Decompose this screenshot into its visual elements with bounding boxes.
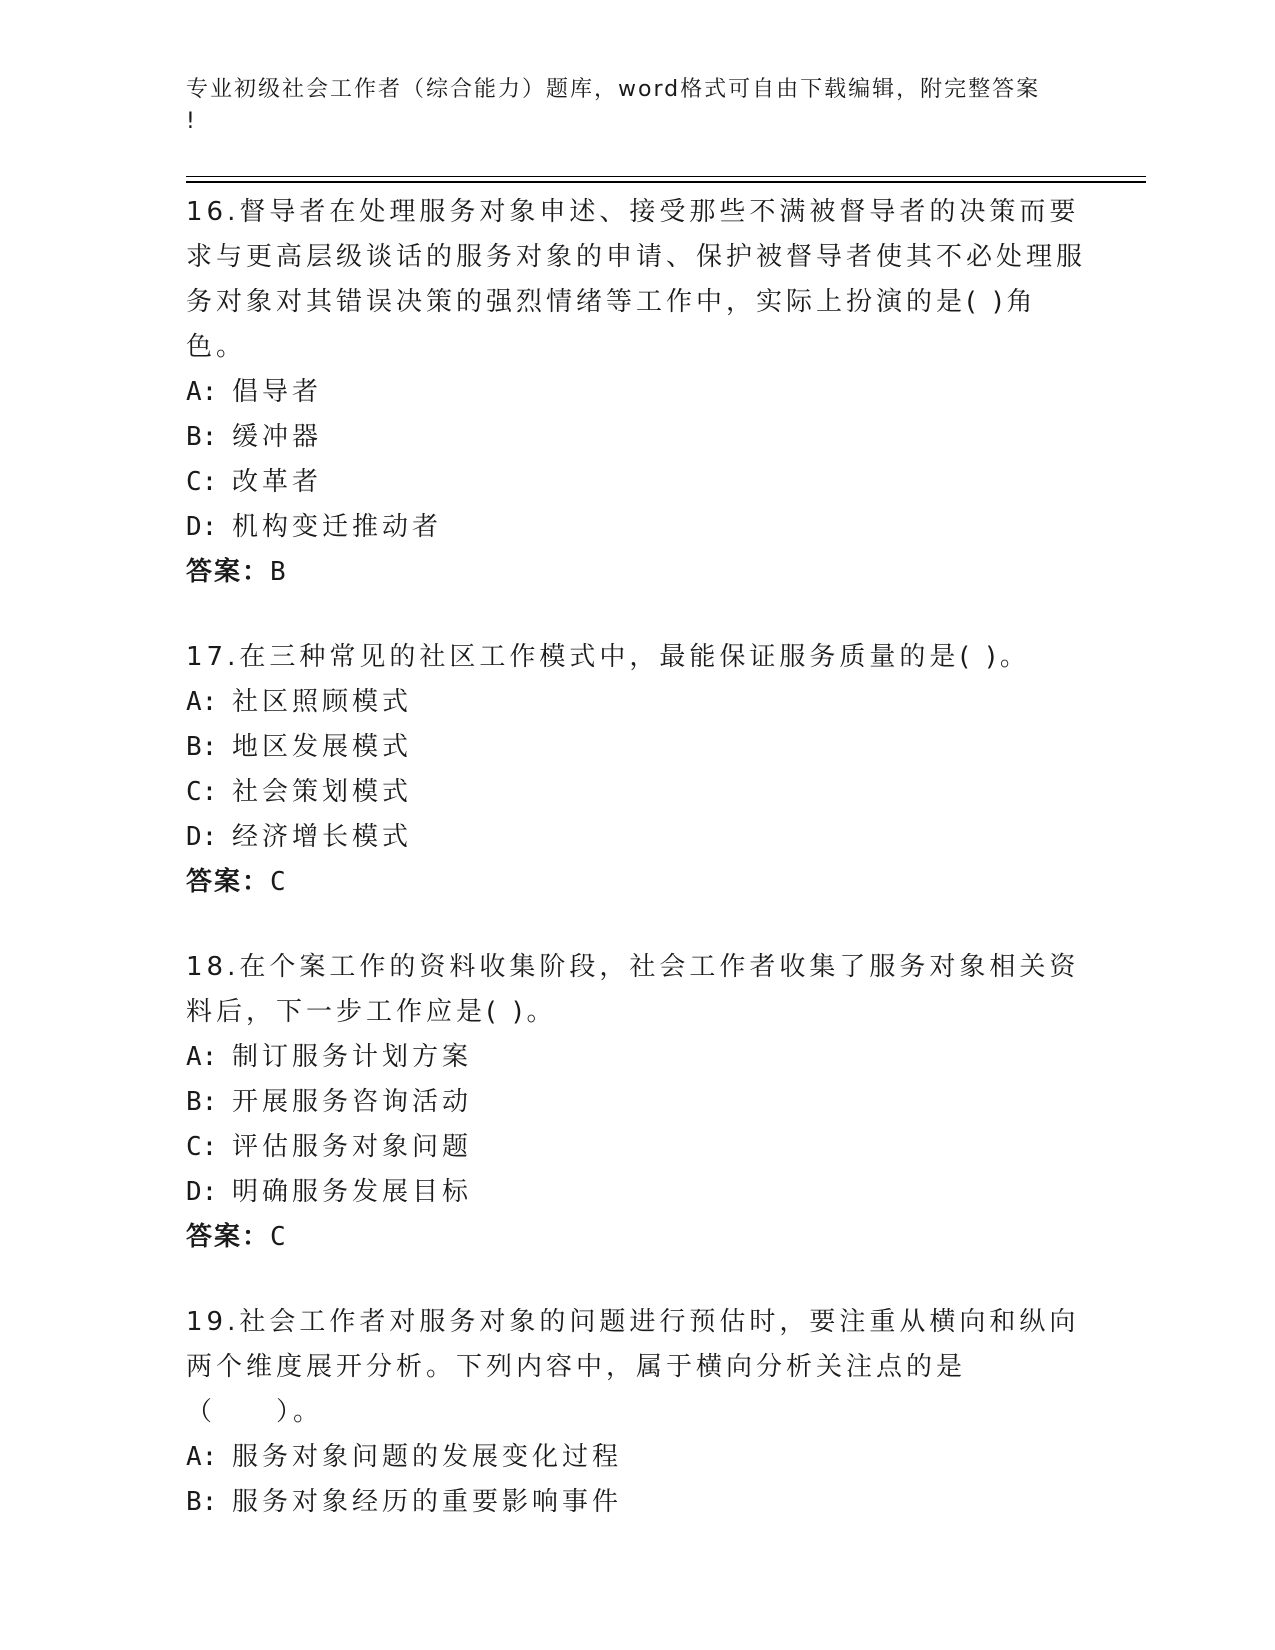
header-rule-thin	[186, 176, 1146, 177]
option-text: 制订服务计划方案	[232, 1042, 473, 1072]
question-16	[186, 190, 1086, 595]
option-key: B:	[186, 732, 218, 762]
option-b	[186, 415, 1086, 460]
option-a	[186, 1435, 1086, 1480]
option-key: D:	[186, 822, 218, 852]
answer-value: C	[270, 867, 288, 897]
option-d	[186, 505, 1086, 550]
option-c	[186, 770, 1086, 815]
document-header	[186, 74, 1066, 138]
option-text: 缓冲器	[232, 422, 323, 452]
answer-label: 答案：	[186, 1222, 271, 1252]
option-c	[186, 460, 1086, 505]
option-key: A:	[186, 1442, 218, 1472]
question-19	[186, 1300, 1086, 1525]
option-text: 经济增长模式	[232, 822, 413, 852]
option-a	[186, 1035, 1086, 1080]
option-b	[186, 1480, 1086, 1525]
option-text: 开展服务咨询活动	[232, 1087, 473, 1117]
option-text: 倡导者	[232, 377, 323, 407]
question-stem: 16.督导者在处理服务对象申述、接受那些不满被督导者的决策而要求与更高层级谈话的服务对象的申请、保护被督导者使其不必处理服务对象对其错误决策的强烈情绪等工作中，实际上扮演的是( )角色。	[186, 197, 1087, 362]
answer-label: 答案：	[186, 867, 271, 897]
option-text: 服务对象问题的发展变化过程	[232, 1442, 623, 1472]
answer-label: 答案：	[186, 557, 271, 587]
option-key: B:	[186, 1087, 218, 1117]
option-key: C:	[186, 777, 218, 807]
option-text: 机构变迁推动者	[232, 512, 443, 542]
option-key: A:	[186, 1042, 218, 1072]
header-rule-thick	[186, 181, 1146, 183]
answer-line	[186, 860, 1086, 905]
option-key: B:	[186, 1487, 218, 1517]
question-17	[186, 635, 1086, 905]
answer-value: C	[270, 1222, 288, 1252]
option-key: A:	[186, 687, 218, 717]
option-a	[186, 370, 1086, 415]
option-key: D:	[186, 1177, 218, 1207]
option-text: 社会策划模式	[232, 777, 413, 807]
option-key: A:	[186, 377, 218, 407]
option-text: 明确服务发展目标	[232, 1177, 473, 1207]
answer-line	[186, 550, 1086, 595]
question-stem: 17.在三种常见的社区工作模式中，最能保证服务质量的是( )。	[186, 642, 1030, 672]
option-c	[186, 1125, 1086, 1170]
question-18	[186, 945, 1086, 1260]
option-b	[186, 725, 1086, 770]
answer-line	[186, 1215, 1086, 1260]
option-d	[186, 815, 1086, 860]
answer-value: B	[270, 557, 288, 587]
option-key: D:	[186, 512, 218, 542]
option-text: 地区发展模式	[232, 732, 413, 762]
option-key: C:	[186, 467, 218, 497]
header-title: 专业初级社会工作者（综合能力）题库，word格式可自由下载编辑，附完整答案	[186, 77, 1041, 102]
option-text: 改革者	[232, 467, 323, 497]
option-key: B:	[186, 422, 218, 452]
question-stem: 18.在个案工作的资料收集阶段，社会工作者收集了服务对象相关资料后，下一步工作应是( )。	[186, 952, 1080, 1027]
option-d	[186, 1170, 1086, 1215]
header-title-continuation: !	[186, 109, 197, 134]
option-text: 服务对象经历的重要影响事件	[232, 1487, 623, 1517]
option-text: 评估服务对象问题	[232, 1132, 473, 1162]
question-list	[186, 190, 1086, 1565]
option-key: C:	[186, 1132, 218, 1162]
question-stem: 19.社会工作者对服务对象的问题进行预估时，要注重从横向和纵向两个维度展开分析。下列内容中，属于横向分析关注点的是（ ）。	[186, 1307, 1080, 1427]
option-b	[186, 1080, 1086, 1125]
option-a	[186, 680, 1086, 725]
option-text: 社区照顾模式	[232, 687, 413, 717]
